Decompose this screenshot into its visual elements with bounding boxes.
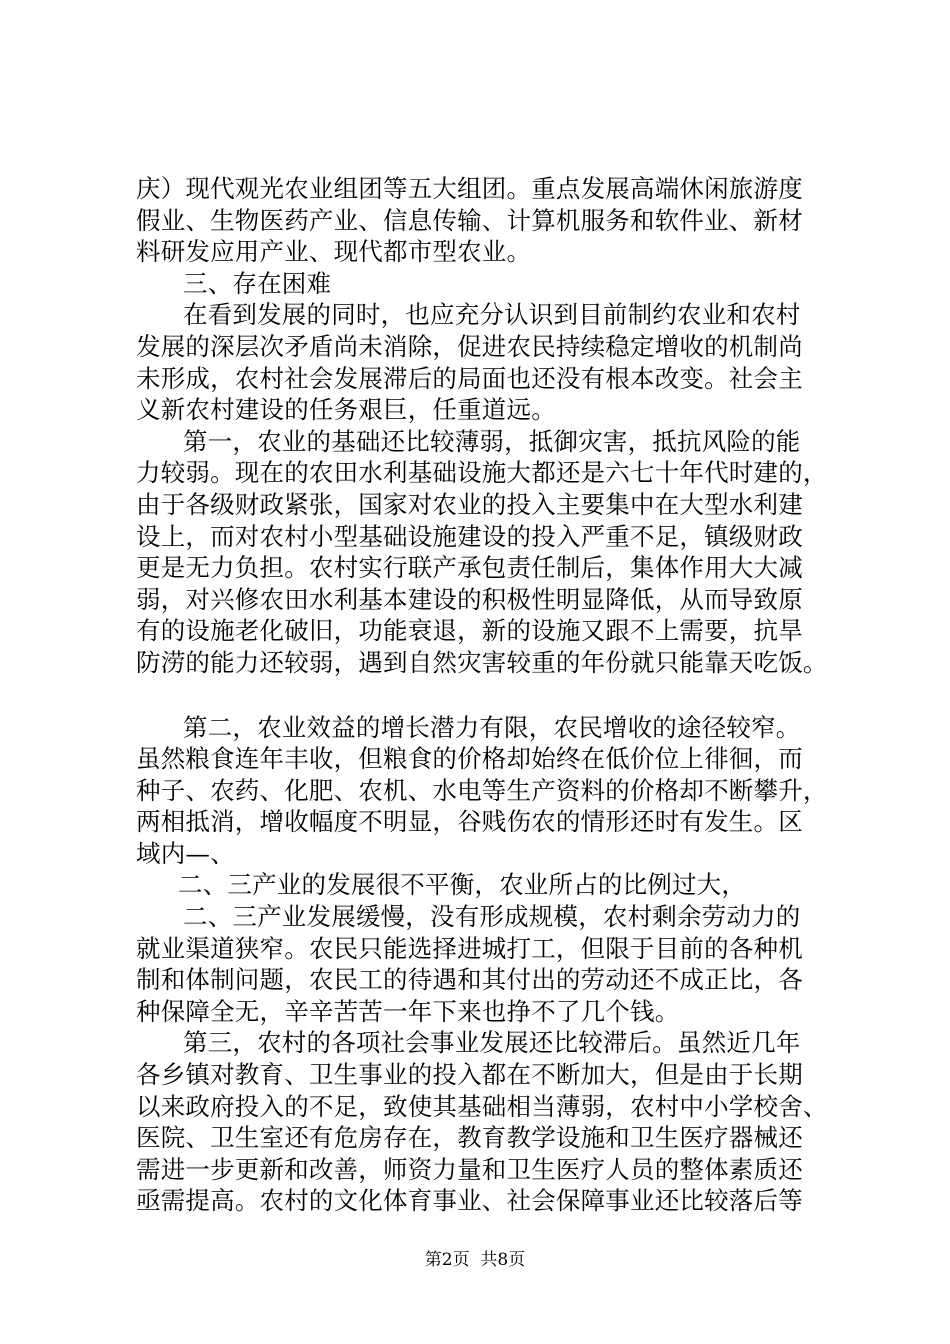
body-line: 更是无力负担。农村实行联产承包责任制后，集体作用大大减 bbox=[136, 553, 803, 583]
body-line: 种子、农药、化肥、农机、水电等生产资料的价格却不断攀升， bbox=[136, 775, 828, 805]
body-line: 设上，而对农村小型基础设施建设的投入严重不足，镇级财政 bbox=[136, 521, 803, 551]
body-line: 由于各级财政紧张，国家对农业的投入主要集中在大型水利建 bbox=[136, 489, 803, 519]
body-line: 域内—、 bbox=[136, 838, 235, 868]
body-line: 发展的深层次矛盾尚未消除，促进农民持续稳定增收的机制尚 bbox=[136, 331, 803, 361]
body-line: 以来政府投入的不足，致使其基础相当薄弱，农村中小学校舍、 bbox=[136, 1091, 828, 1121]
page-number: 第2页 共8页 bbox=[424, 1250, 526, 1270]
body-line: 有的设施老化破旧，功能衰退，新的设施又跟不上需要，抗旱 bbox=[136, 616, 803, 646]
body-line: 假业、生物医药产业、信息传输、计算机服务和软件业、新材 bbox=[136, 205, 803, 235]
body-line: 种保障全无，辛辛苦苦一年下来也挣不了几个钱。 bbox=[136, 996, 680, 1026]
section-heading: 三、存在困难 bbox=[183, 268, 332, 298]
body-line: 各乡镇对教育、卫生事业的投入都在不断加大，但是由于长期 bbox=[136, 1060, 803, 1090]
document-body bbox=[136, 173, 826, 1217]
body-line: 义新农村建设的任务艰巨，任重道远。 bbox=[136, 395, 556, 425]
body-line: 未形成，农村社会发展滞后的局面也还没有根本改变。社会主 bbox=[136, 363, 803, 393]
body-line: 力较弱。现在的农田水利基础设施大都还是六七十年代时建的， bbox=[136, 458, 828, 488]
body-line: 虽然粮食连年丰收，但粮食的价格却始终在低价位上徘徊，而 bbox=[136, 744, 803, 774]
body-line: 两相抵消，增收幅度不明显，谷贱伤农的情形还时有发生。区 bbox=[136, 807, 803, 837]
body-line: 二、三产业的发展很不平衡，农业所占的比例过大， bbox=[178, 870, 747, 900]
body-line: 医院、卫生室还有危房存在，教育教学设施和卫生医疗器械还 bbox=[136, 1123, 803, 1153]
body-line: 在看到发展的同时，也应充分认识到目前制约农业和农村 bbox=[183, 300, 801, 330]
body-line: 第二，农业效益的增长潜力有限，农民增收的途径较窄。 bbox=[183, 712, 801, 742]
body-line: 防涝的能力还较弱，遇到自然灾害较重的年份就只能靠天吃饭。 bbox=[136, 647, 828, 677]
body-line: 弱，对兴修农田水利基本建设的积极性明显降低，从而导致原 bbox=[136, 584, 803, 614]
body-line: 第一，农业的基础还比较薄弱，抵御灾害，抵抗风险的能 bbox=[183, 426, 801, 456]
paragraph-gap bbox=[136, 679, 826, 712]
body-line: 第三，农村的各项社会事业发展还比较滞后。虽然近几年 bbox=[183, 1028, 801, 1058]
body-line: 庆）现代观光农业组团等五大组团。重点发展高端休闲旅游度 bbox=[136, 174, 803, 203]
body-line: 需进一步更新和改善，师资力量和卫生医疗人员的整体素质还 bbox=[136, 1154, 803, 1184]
body-line: 制和体制问题，农民工的待遇和其付出的劳动还不成正比，各 bbox=[136, 965, 803, 995]
page-footer bbox=[0, 1249, 950, 1271]
body-line: 亟需提高。农村的文化体育事业、社会保障事业还比较落后等 bbox=[136, 1186, 803, 1216]
body-line: 料研发应用产业、现代都市型农业。 bbox=[136, 237, 532, 267]
body-line: 就业渠道狭窄。农民只能选择进城打工，但限于目前的各种机 bbox=[136, 933, 803, 963]
body-line: 二、三产业发展缓慢，没有形成规模，农村剩余劳动力的 bbox=[183, 902, 801, 932]
